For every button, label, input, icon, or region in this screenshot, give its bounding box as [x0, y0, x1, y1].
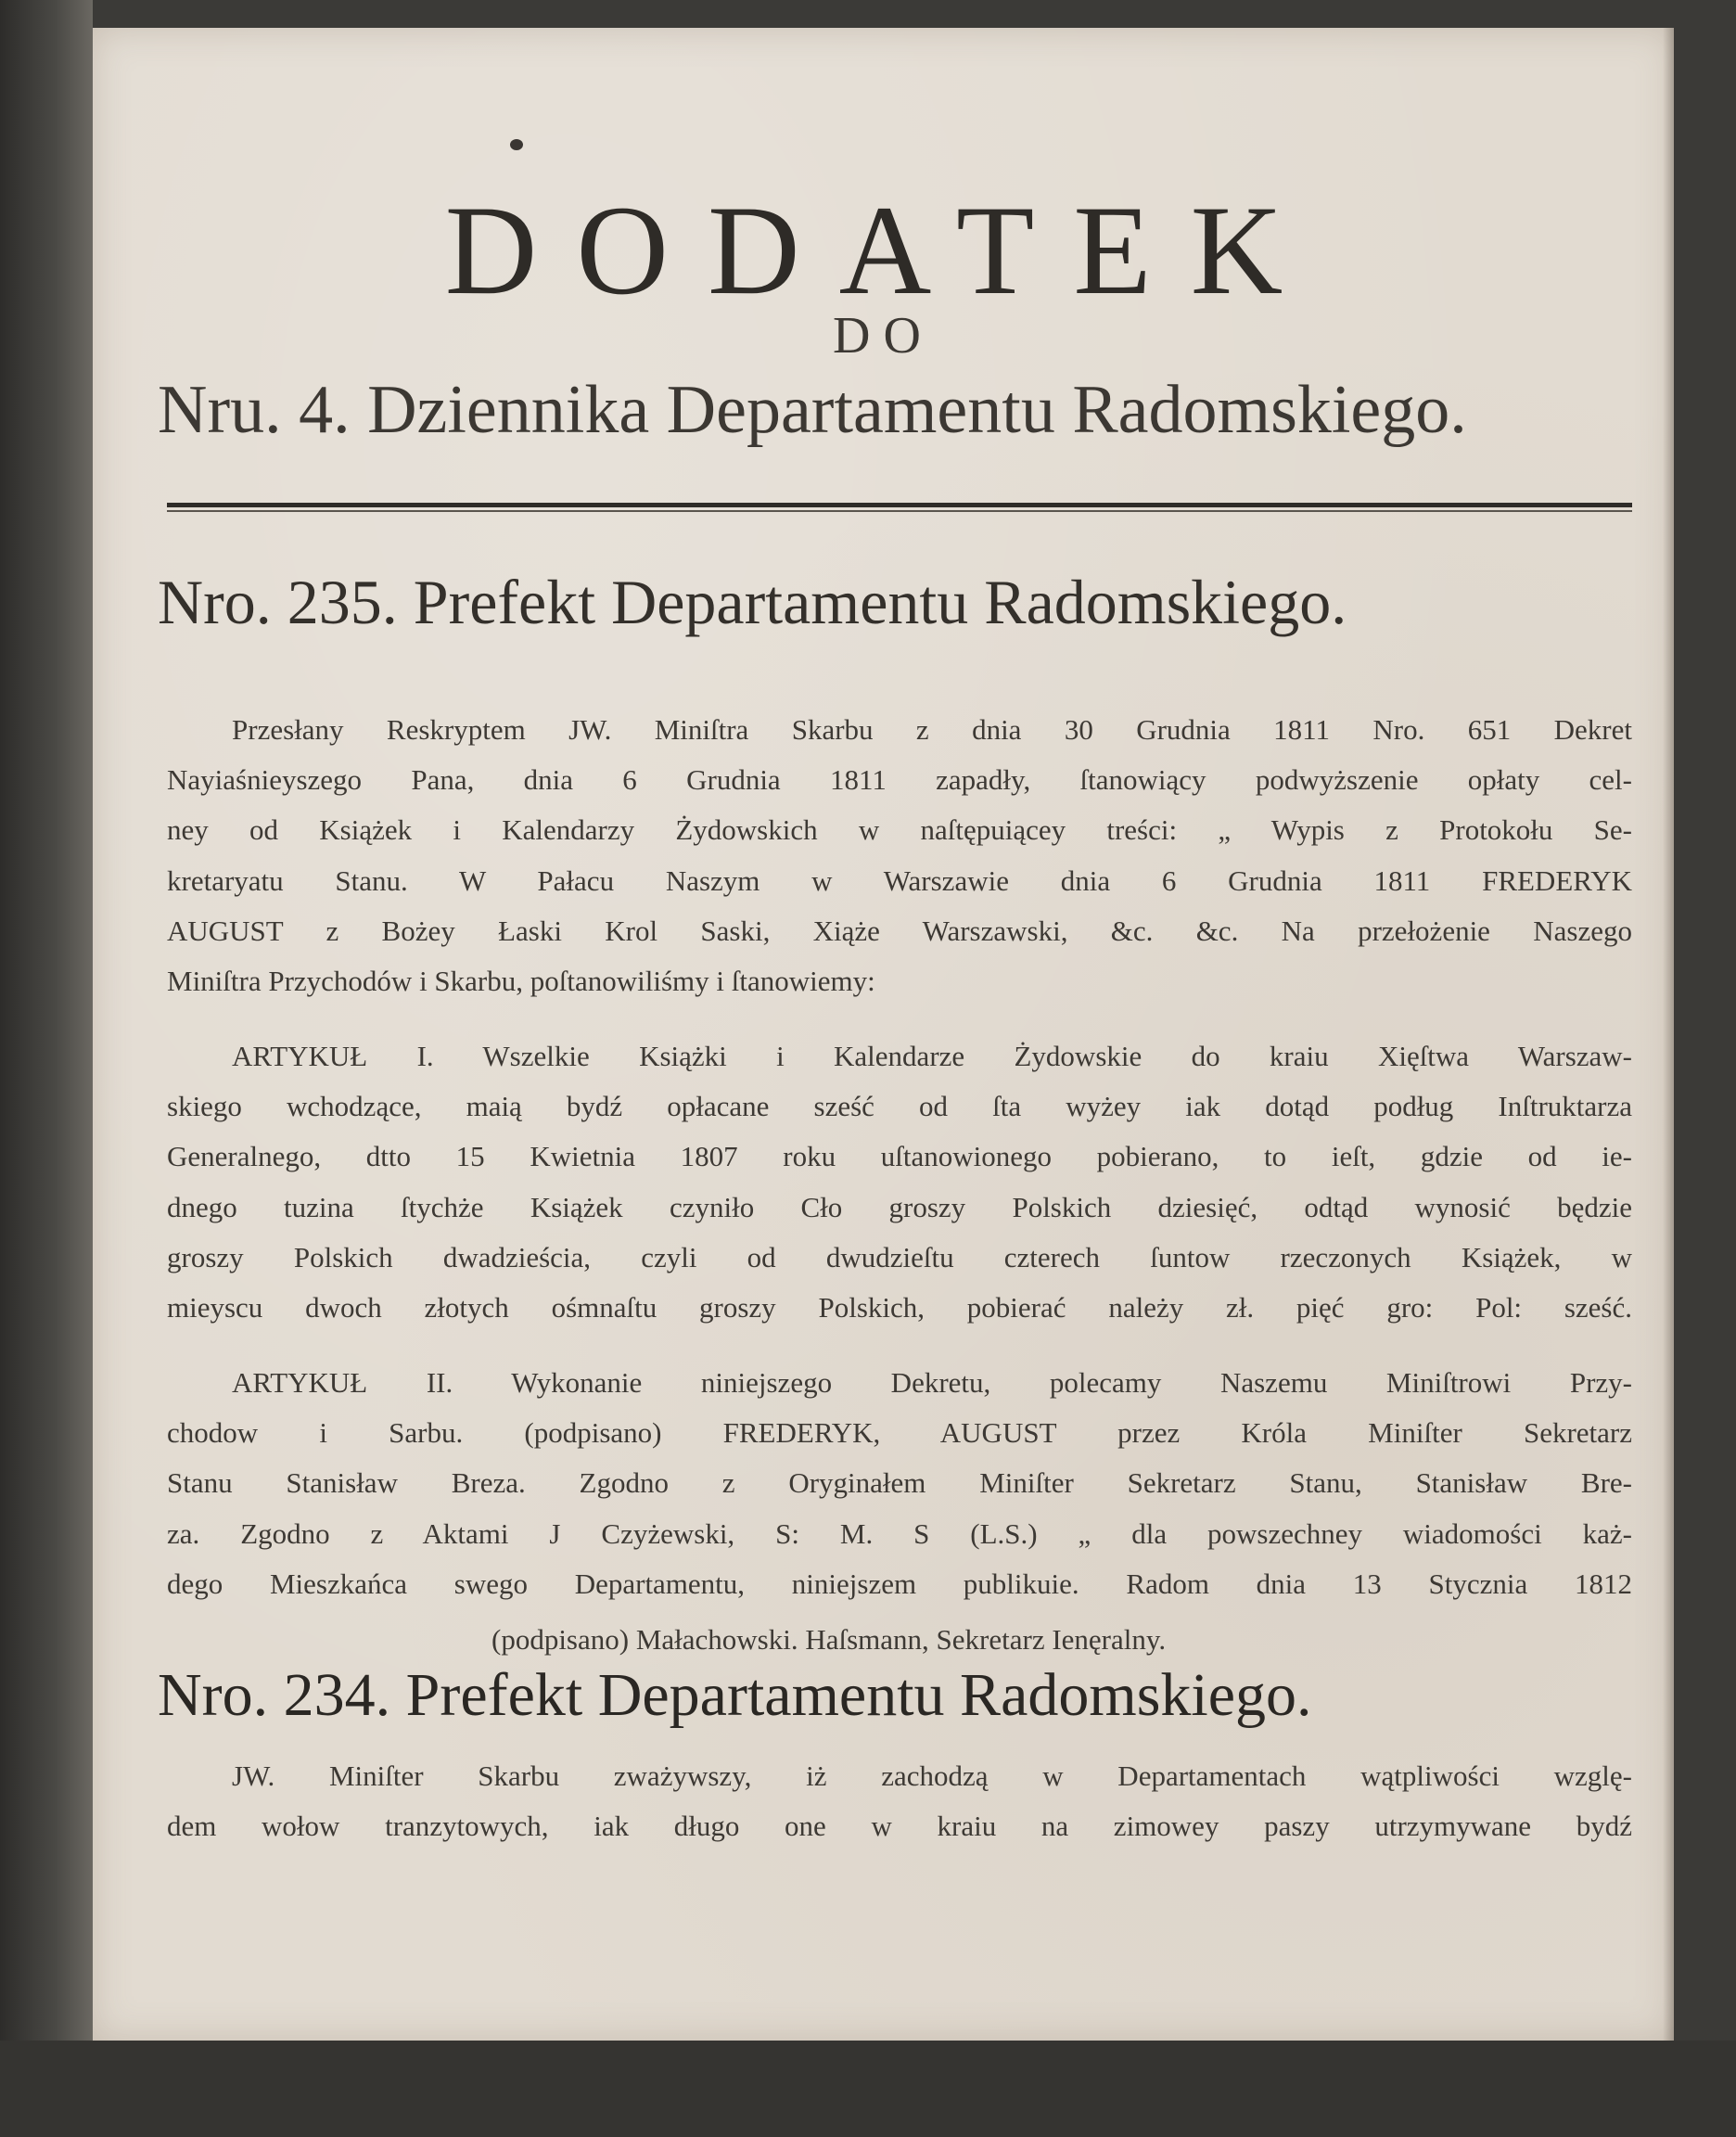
text-line: skiego wchodzące, maią bydź opłacane sześć od ſta wyżey iak dotąd podług Inſtruktarza	[167, 1090, 1632, 1123]
text-line: dego Mieszkańca swego Departamentu, niniejszem publikuie. Radom dnia 13 Stycznia 1812	[167, 1567, 1632, 1600]
scanner-frame-bottom	[0, 2041, 1736, 2137]
text-line: Stanu Stanisław Breza. Zgodno z Oryginałem Miniſter Sekretarz Stanu, Stanisław Bre-	[167, 1466, 1632, 1500]
text-line: Miniſtra Przychodów i Skarbu, poſtanowiliśmy i ſtanowiemy:	[167, 964, 875, 997]
section-heading-235: Nro. 235. Prefekt Departamentu Radomskiego.	[158, 567, 1347, 637]
text-line: Nayiaśnieyszego Pana, dnia 6 Grudnia 1811 zapadły, ſtanowiący podwyższenie opłaty cel-	[167, 763, 1632, 797]
text-line: AUGUST z Bożey Łaski Krol Saski, Xiąże Warszawski, &c. &c. Na przełożenie Naszego	[167, 914, 1632, 947]
header-rule-thin	[167, 510, 1632, 512]
signature-line: (podpisano) Małachowski. Haſsmann, Sekretarz Ienęralny.	[491, 1623, 1167, 1656]
document-title: DODATEK	[444, 179, 1322, 321]
text-line: za. Zgodno z Aktami J Czyżewski, S: M. S (L.S.) „ dla powszechney wiadomości każ-	[167, 1516, 1632, 1550]
text-line: dnego tuzina ſtychże Książek czyniło Cło groszy Polskich dziesięć, odtąd wynosić będzie	[167, 1190, 1632, 1223]
section-heading-234: Nro. 234. Prefekt Departamentu Radomskiego.	[158, 1661, 1312, 1729]
ink-blot	[510, 139, 523, 150]
text-line: ney od Książek i Kalendarzy Żydowskich w naſtępuiącey treści: „ Wypis z Protokołu Se-	[167, 813, 1632, 847]
subtitle-do: DO	[833, 307, 934, 365]
paragraph-decree-intro	[167, 705, 1632, 1006]
paragraph-transit-oxen	[167, 1751, 1632, 1851]
text-line: ARTYKUŁ II. Wykonanie niniejszego Dekretu, polecamy Naszemu Miniſtrowi Przy-	[232, 1366, 1632, 1399]
paragraph-article-1	[167, 1031, 1632, 1333]
text-line: ARTYKUŁ I. Wszelkie Książki i Kalendarze Żydowskie do kraiu Xięſtwa Warszaw-	[232, 1040, 1632, 1072]
text-line: dem wołow tranzytowych, iak długo one w kraiu na zimowey paszy utrzymywane bydź	[167, 1810, 1632, 1843]
document-page	[93, 28, 1674, 2041]
text-line: kretaryatu Stanu. W Pałacu Naszym w Warszawie dnia 6 Grudnia 1811 FREDERYK	[167, 864, 1632, 897]
paragraph-article-2	[167, 1358, 1632, 1609]
text-line: Generalnego, dtto 15 Kwietnia 1807 roku uſtanowionego pobierano, to ieſt, gdzie od ie-	[167, 1140, 1632, 1173]
header-rule	[167, 503, 1632, 507]
text-line: mieyscu dwoch złotych ośmnaſtu groszy Polskich, pobierać należy zł. pięć gro: Pol: sześć.	[167, 1290, 1632, 1324]
text-line: groszy Polskich dwadzieścia, czyli od dwudzieſtu czterech ſuntow rzeczonych Książek, w	[167, 1240, 1632, 1273]
journal-subtitle: Nru. 4. Dziennika Departamentu Radomskiego.	[158, 372, 1467, 448]
scanner-frame-left	[0, 0, 93, 2137]
text-line: Przesłany Reskryptem JW. Miniſtra Skarbu z dnia 30 Grudnia 1811 Nro. 651 Dekret	[232, 713, 1632, 746]
text-line: JW. Miniſter Skarbu zważywszy, iż zachodzą w Departamentach wątpliwości wzglę-	[232, 1760, 1632, 1792]
text-line: chodow i Sarbu. (podpisano) FREDERYK, AUGUST przez Króla Miniſter Sekretarz	[167, 1416, 1632, 1450]
